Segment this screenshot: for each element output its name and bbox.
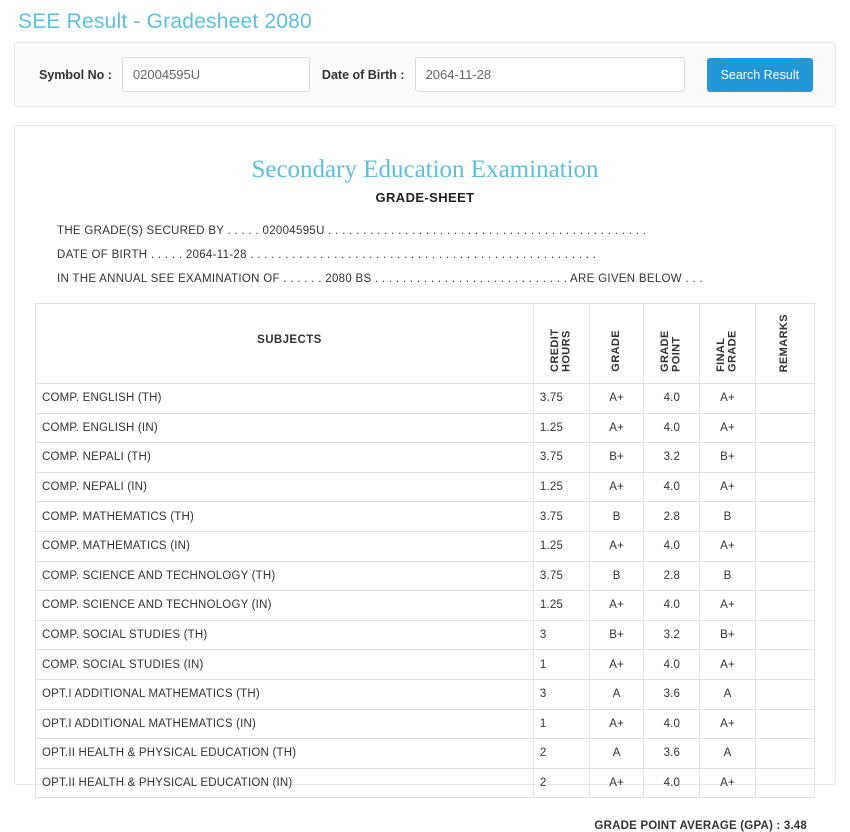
row-credit-hours: 1.25 — [533, 591, 589, 621]
row-grade: A+ — [590, 591, 644, 621]
row-credit-hours: 2 — [533, 739, 589, 769]
row-grade: A+ — [590, 768, 644, 798]
row-grade: B+ — [590, 620, 644, 650]
row-subject: COMP. ENGLISH (TH) — [36, 384, 534, 414]
search-panel — [14, 42, 836, 107]
row-subject: COMP. MATHEMATICS (IN) — [36, 531, 534, 561]
column-header-grade-point-label: GRADE POINT — [659, 330, 683, 372]
table-row — [36, 531, 815, 561]
row-grade-point: 3.6 — [644, 679, 700, 709]
row-subject: COMP. ENGLISH (IN) — [36, 413, 534, 443]
row-credit-hours: 3.75 — [533, 561, 589, 591]
row-remarks — [755, 650, 814, 680]
row-grade: A+ — [590, 650, 644, 680]
row-final-grade: A — [700, 679, 755, 709]
dob-label: Date of Birth : — [321, 67, 405, 82]
row-remarks — [755, 768, 814, 798]
column-header-credit-hours-label: CREDIT HOURS — [548, 328, 573, 372]
row-remarks — [755, 384, 814, 414]
row-credit-hours: 3.75 — [533, 384, 589, 414]
result-title: Secondary Education Examination — [251, 156, 599, 183]
row-grade: B — [590, 561, 644, 591]
row-grade: A — [590, 679, 644, 709]
row-final-grade: A+ — [700, 472, 755, 502]
row-final-grade: A — [700, 739, 755, 769]
table-row — [36, 591, 815, 621]
row-final-grade: A+ — [700, 709, 755, 739]
row-grade-point: 4.0 — [644, 709, 700, 739]
table-row — [36, 709, 815, 739]
page-title: SEE Result - Gradesheet 2080 — [18, 10, 312, 33]
row-subject: OPT.II HEALTH & PHYSICAL EDUCATION (IN) — [36, 768, 534, 798]
symbol-label: Symbol No : — [39, 67, 112, 82]
row-final-grade: A+ — [700, 413, 755, 443]
gradesheet-table — [35, 303, 815, 798]
row-remarks — [755, 591, 814, 621]
row-credit-hours: 1.25 — [533, 472, 589, 502]
row-final-grade: A+ — [700, 384, 755, 414]
row-credit-hours: 3.75 — [533, 443, 589, 473]
table-row — [36, 739, 815, 769]
info-line-grades-secured: THE GRADE(S) SECURED BY . . . . . 02004595U . . . . . . . . . . . . . . . . . . . . . . . . . . . . . . . . . . . . . . . . . . . . . . — [57, 225, 647, 237]
row-subject: COMP. NEPALI (TH) — [36, 443, 534, 473]
row-subject: COMP. NEPALI (IN) — [36, 472, 534, 502]
row-remarks — [755, 561, 814, 591]
row-grade-point: 4.0 — [644, 384, 700, 414]
column-header-grade-label: GRADE — [609, 330, 622, 372]
row-credit-hours: 1.25 — [533, 413, 589, 443]
row-subject: COMP. SCIENCE AND TECHNOLOGY (IN) — [36, 591, 534, 621]
row-credit-hours: 3 — [533, 679, 589, 709]
row-grade: A — [590, 739, 644, 769]
table-row — [36, 502, 815, 532]
row-grade: B — [590, 502, 644, 532]
table-row — [36, 472, 815, 502]
symbol-input[interactable] — [122, 57, 310, 92]
row-grade: B+ — [590, 443, 644, 473]
gpa-line: GRADE POINT AVERAGE (GPA) : 3.48 — [594, 820, 807, 832]
row-final-grade: A+ — [700, 591, 755, 621]
result-panel — [14, 125, 836, 832]
column-header-final-grade — [700, 304, 755, 384]
dob-field-group — [310, 57, 685, 92]
table-row — [36, 620, 815, 650]
column-header-grade-point — [644, 304, 700, 384]
column-header-remarks-label: REMARKS — [778, 313, 791, 372]
row-grade-point: 4.0 — [644, 531, 700, 561]
row-grade: A+ — [590, 472, 644, 502]
table-row — [36, 650, 815, 680]
row-subject: COMP. SCIENCE AND TECHNOLOGY (TH) — [36, 561, 534, 591]
row-grade-point: 3.2 — [644, 443, 700, 473]
row-credit-hours: 1 — [533, 650, 589, 680]
table-row — [36, 443, 815, 473]
row-credit-hours: 3.75 — [533, 502, 589, 532]
table-row — [36, 768, 815, 798]
dob-input[interactable] — [415, 57, 685, 92]
column-header-subjects: SUBJECTS — [36, 304, 534, 384]
row-grade: A+ — [590, 413, 644, 443]
row-final-grade: B — [700, 561, 755, 591]
row-remarks — [755, 709, 814, 739]
row-remarks — [755, 679, 814, 709]
row-grade: A+ — [590, 531, 644, 561]
column-header-grade — [590, 304, 644, 384]
row-remarks — [755, 531, 814, 561]
info-line-exam-year: IN THE ANNUAL SEE EXAMINATION OF . . . . . . 2080 BS . . . . . . . . . . . . . . . . . . . . . . . . . . . . ARE GIVEN BELOW . . . — [57, 273, 703, 285]
row-credit-hours: 1.25 — [533, 531, 589, 561]
table-row — [36, 561, 815, 591]
row-credit-hours: 1 — [533, 709, 589, 739]
table-header-row — [36, 304, 815, 384]
row-grade-point: 4.0 — [644, 768, 700, 798]
row-grade-point: 2.8 — [644, 561, 700, 591]
row-grade-point: 3.6 — [644, 739, 700, 769]
row-grade-point: 4.0 — [644, 650, 700, 680]
row-credit-hours: 3 — [533, 620, 589, 650]
table-row — [36, 384, 815, 414]
row-subject: COMP. SOCIAL STUDIES (IN) — [36, 650, 534, 680]
row-grade-point: 2.8 — [644, 502, 700, 532]
info-line-date-of-birth: DATE OF BIRTH . . . . . 2064-11-28 . . . . . . . . . . . . . . . . . . . . . . . . . . . . . . . . . . . . . . . . . . . . . . . . . . — [57, 249, 597, 261]
row-final-grade: B+ — [700, 620, 755, 650]
table-row — [36, 679, 815, 709]
result-subtitle: GRADE-SHEET — [375, 190, 475, 205]
row-subject: COMP. MATHEMATICS (TH) — [36, 502, 534, 532]
row-subject: COMP. SOCIAL STUDIES (TH) — [36, 620, 534, 650]
row-remarks — [755, 413, 814, 443]
symbol-field-group — [27, 57, 310, 92]
column-header-credit-hours — [533, 304, 589, 384]
row-final-grade: B — [700, 502, 755, 532]
row-subject: OPT.II HEALTH & PHYSICAL EDUCATION (TH) — [36, 739, 534, 769]
row-grade-point: 4.0 — [644, 413, 700, 443]
row-remarks — [755, 620, 814, 650]
row-credit-hours: 2 — [533, 768, 589, 798]
row-final-grade: A+ — [700, 768, 755, 798]
row-remarks — [755, 443, 814, 473]
row-remarks — [755, 472, 814, 502]
row-remarks — [755, 739, 814, 769]
row-grade-point: 4.0 — [644, 591, 700, 621]
column-header-remarks — [755, 304, 814, 384]
row-grade-point: 4.0 — [644, 472, 700, 502]
row-grade: A+ — [590, 384, 644, 414]
row-grade: A+ — [590, 709, 644, 739]
row-final-grade: A+ — [700, 531, 755, 561]
row-grade-point: 3.2 — [644, 620, 700, 650]
row-subject: OPT.I ADDITIONAL MATHEMATICS (IN) — [36, 709, 534, 739]
row-remarks — [755, 502, 814, 532]
column-header-final-grade-label: FINAL GRADE — [715, 330, 739, 372]
search-result-button[interactable]: Search Result — [707, 58, 814, 92]
table-row — [36, 413, 815, 443]
row-subject: OPT.I ADDITIONAL MATHEMATICS (TH) — [36, 679, 534, 709]
row-final-grade: B+ — [700, 443, 755, 473]
row-final-grade: A+ — [700, 650, 755, 680]
